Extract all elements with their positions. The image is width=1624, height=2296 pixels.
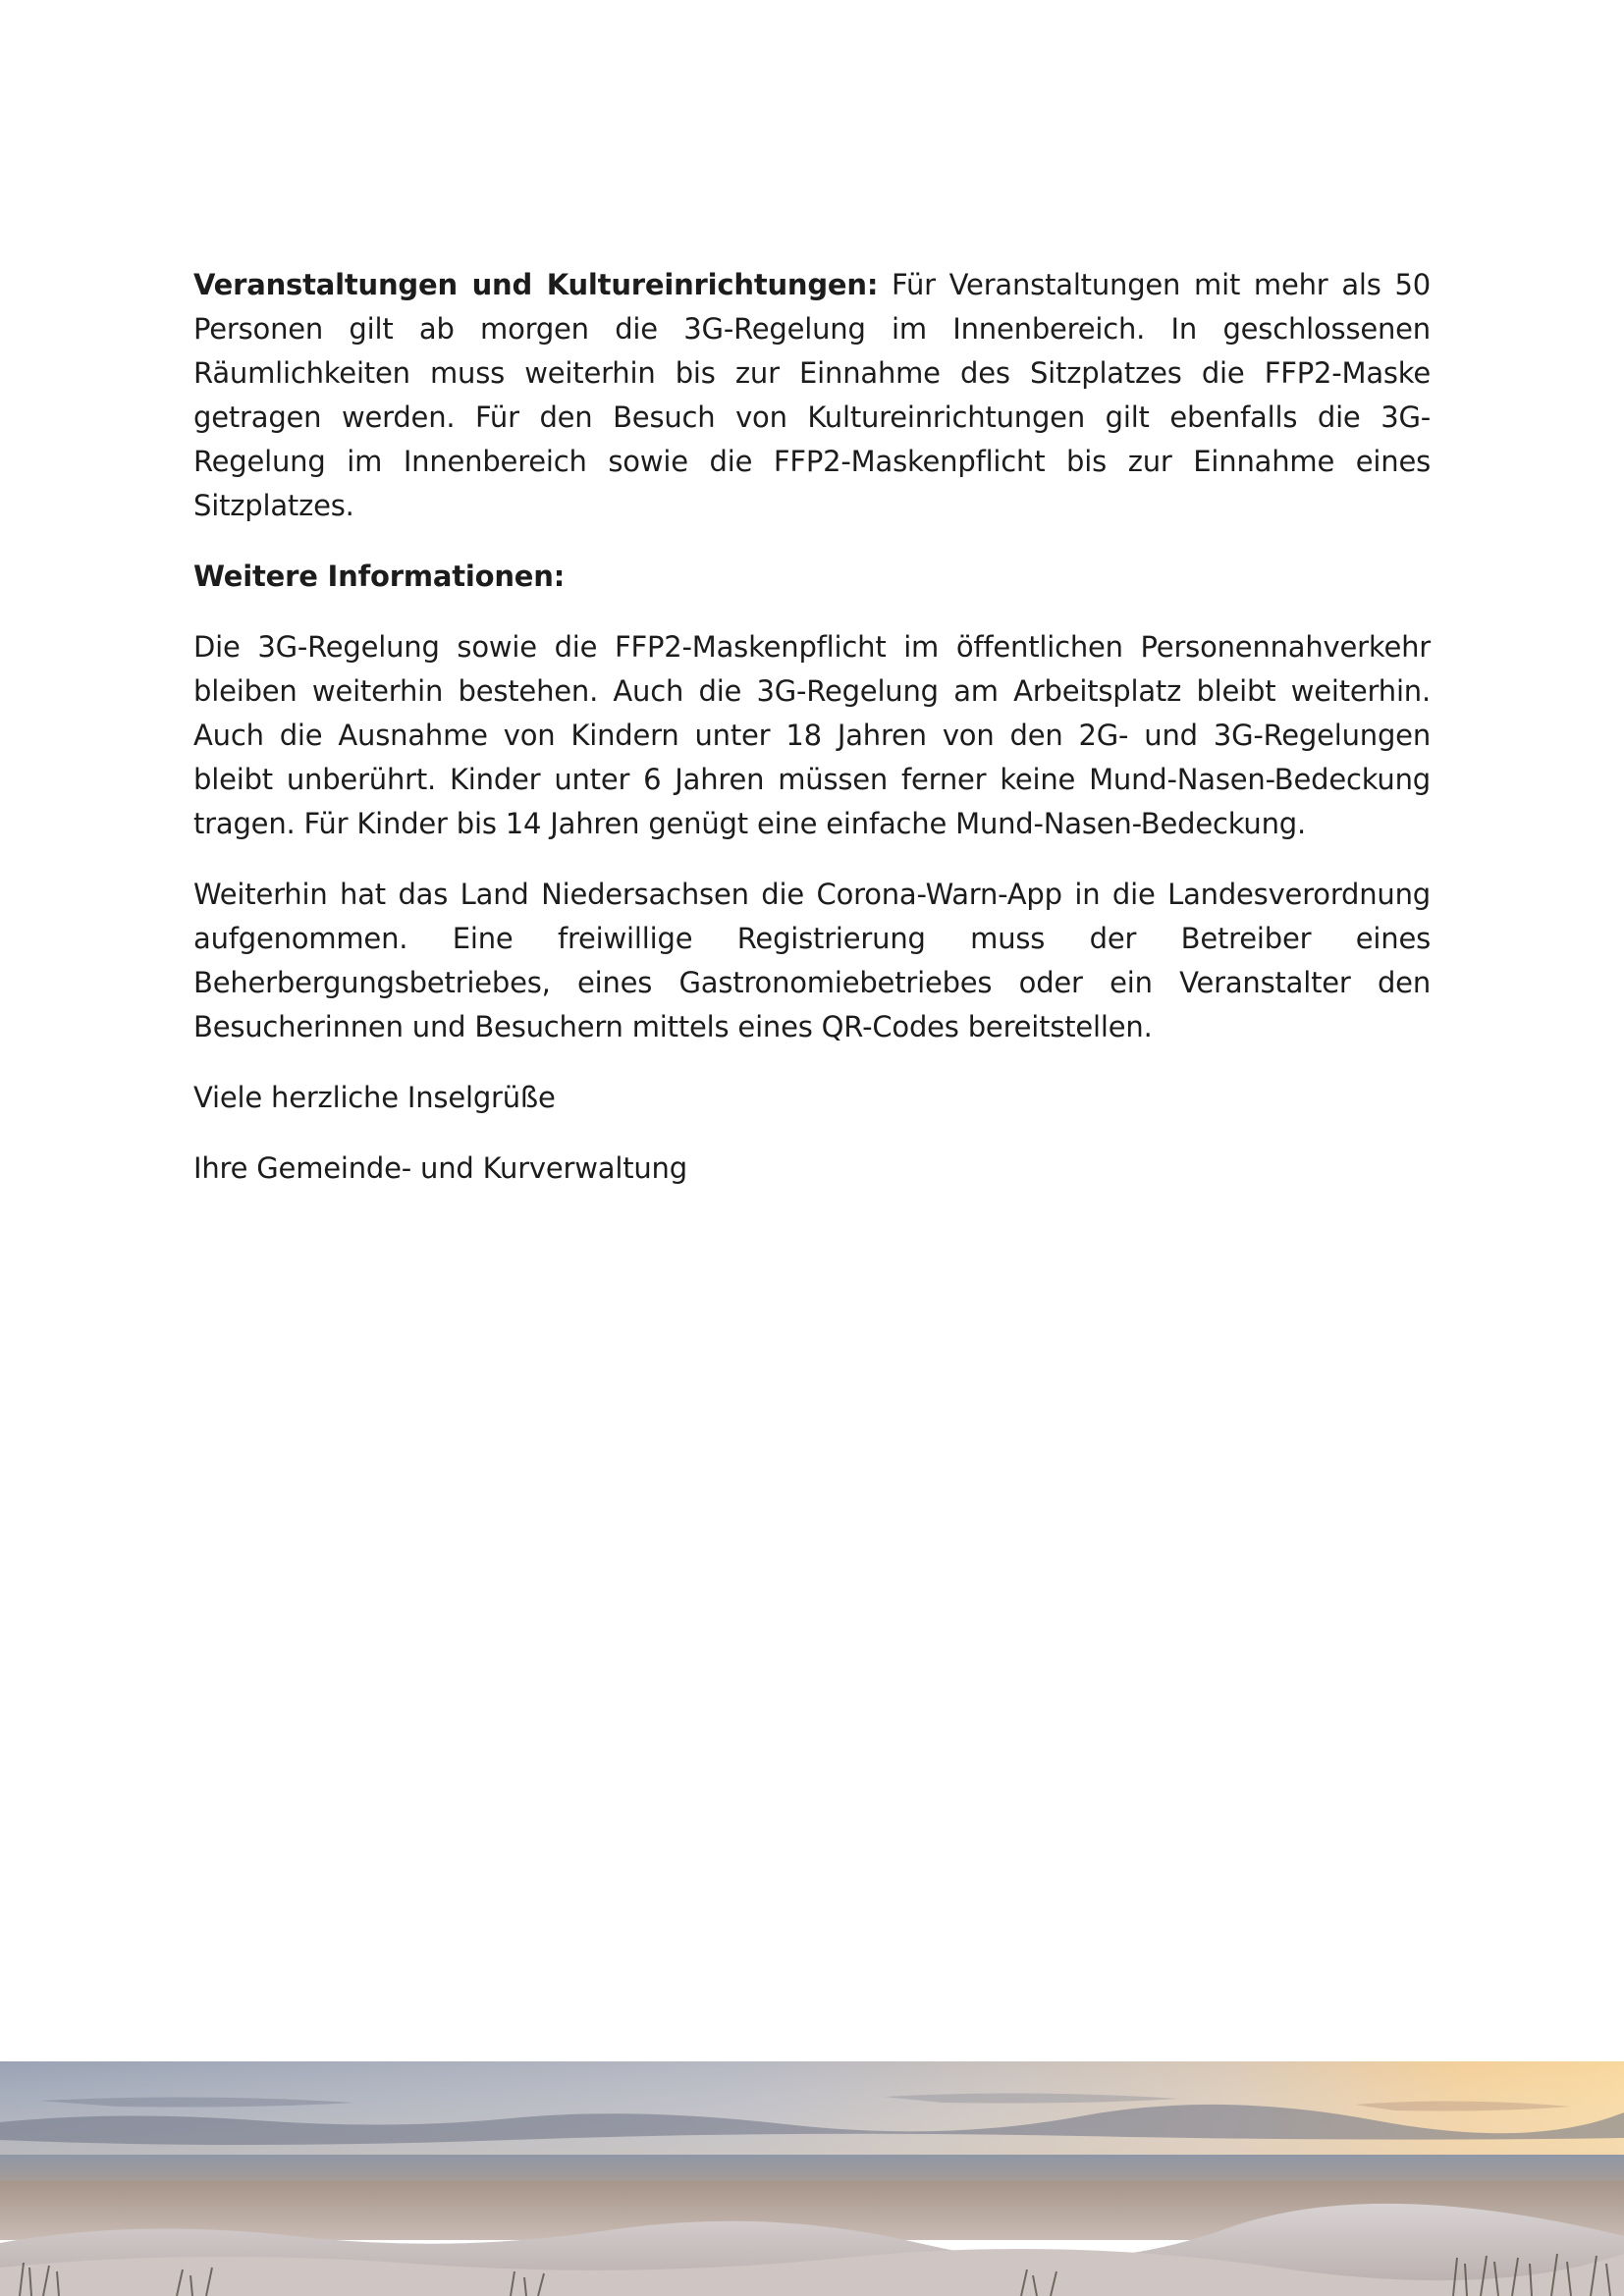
letter-body [193,263,1431,1217]
footer-beach-image [0,2061,1624,2296]
greeting: Viele herzliche Inselgrüße [193,1081,556,1114]
signature: Ihre Gemeinde- und Kurverwaltung [193,1151,687,1185]
events-text: Für Veranstaltungen mit mehr als 50 Personen gilt ab morgen die 3G-Regelung im Innenbereich. In geschlossenen Räumlichkeiten muss weiterhin bis zur Einnahme des Sitzplatzes die FFP2-Maske getragen werden. Für den Besuch von Kultureinrichtungen gilt ebenfalls die 3G-Regelung im Innenbereich sowie die FFP2-Maskenpflicht bis zur Einnahme eines Sitzplatzes. [193,268,1431,522]
beach-panorama-graphic [0,2061,1624,2296]
paragraph-more-info: Die 3G-Regelung sowie die FFP2-Maskenpflicht im öffentlichen Personennahverkehr bleiben weiterhin bestehen. Auch die 3G-Regelung am Arbeitsplatz bleibt weiterhin. Auch die Ausnahme von Kindern unter 18 Jahren von den 2G- und 3G-Regelungen bleibt unberührt. Kinder unter 6 Jahren müssen ferner keine Mund-Nasen-Bedeckung tragen. Für Kinder bis 14 Jahren genügt eine einfache Mund-Nasen-Bedeckung. [193,630,1431,840]
paragraph-corona-app: Weiterhin hat das Land Niedersachsen die Corona-Warn-App in die Landesverordnung aufgenommen. Eine freiwillige Registrierung muss der Betreiber eines Beherbergungsbetriebes, eines Gastronomiebetriebes oder ein Veranstalter den Besucherinnen und Besuchern mittels eines QR-Codes bereitstellen. [193,878,1431,1043]
paragraph-events [193,263,1431,528]
events-heading: Veranstaltungen und Kultureinrichtungen: [193,268,879,301]
more-info-heading: Weitere Informationen: [193,560,566,593]
